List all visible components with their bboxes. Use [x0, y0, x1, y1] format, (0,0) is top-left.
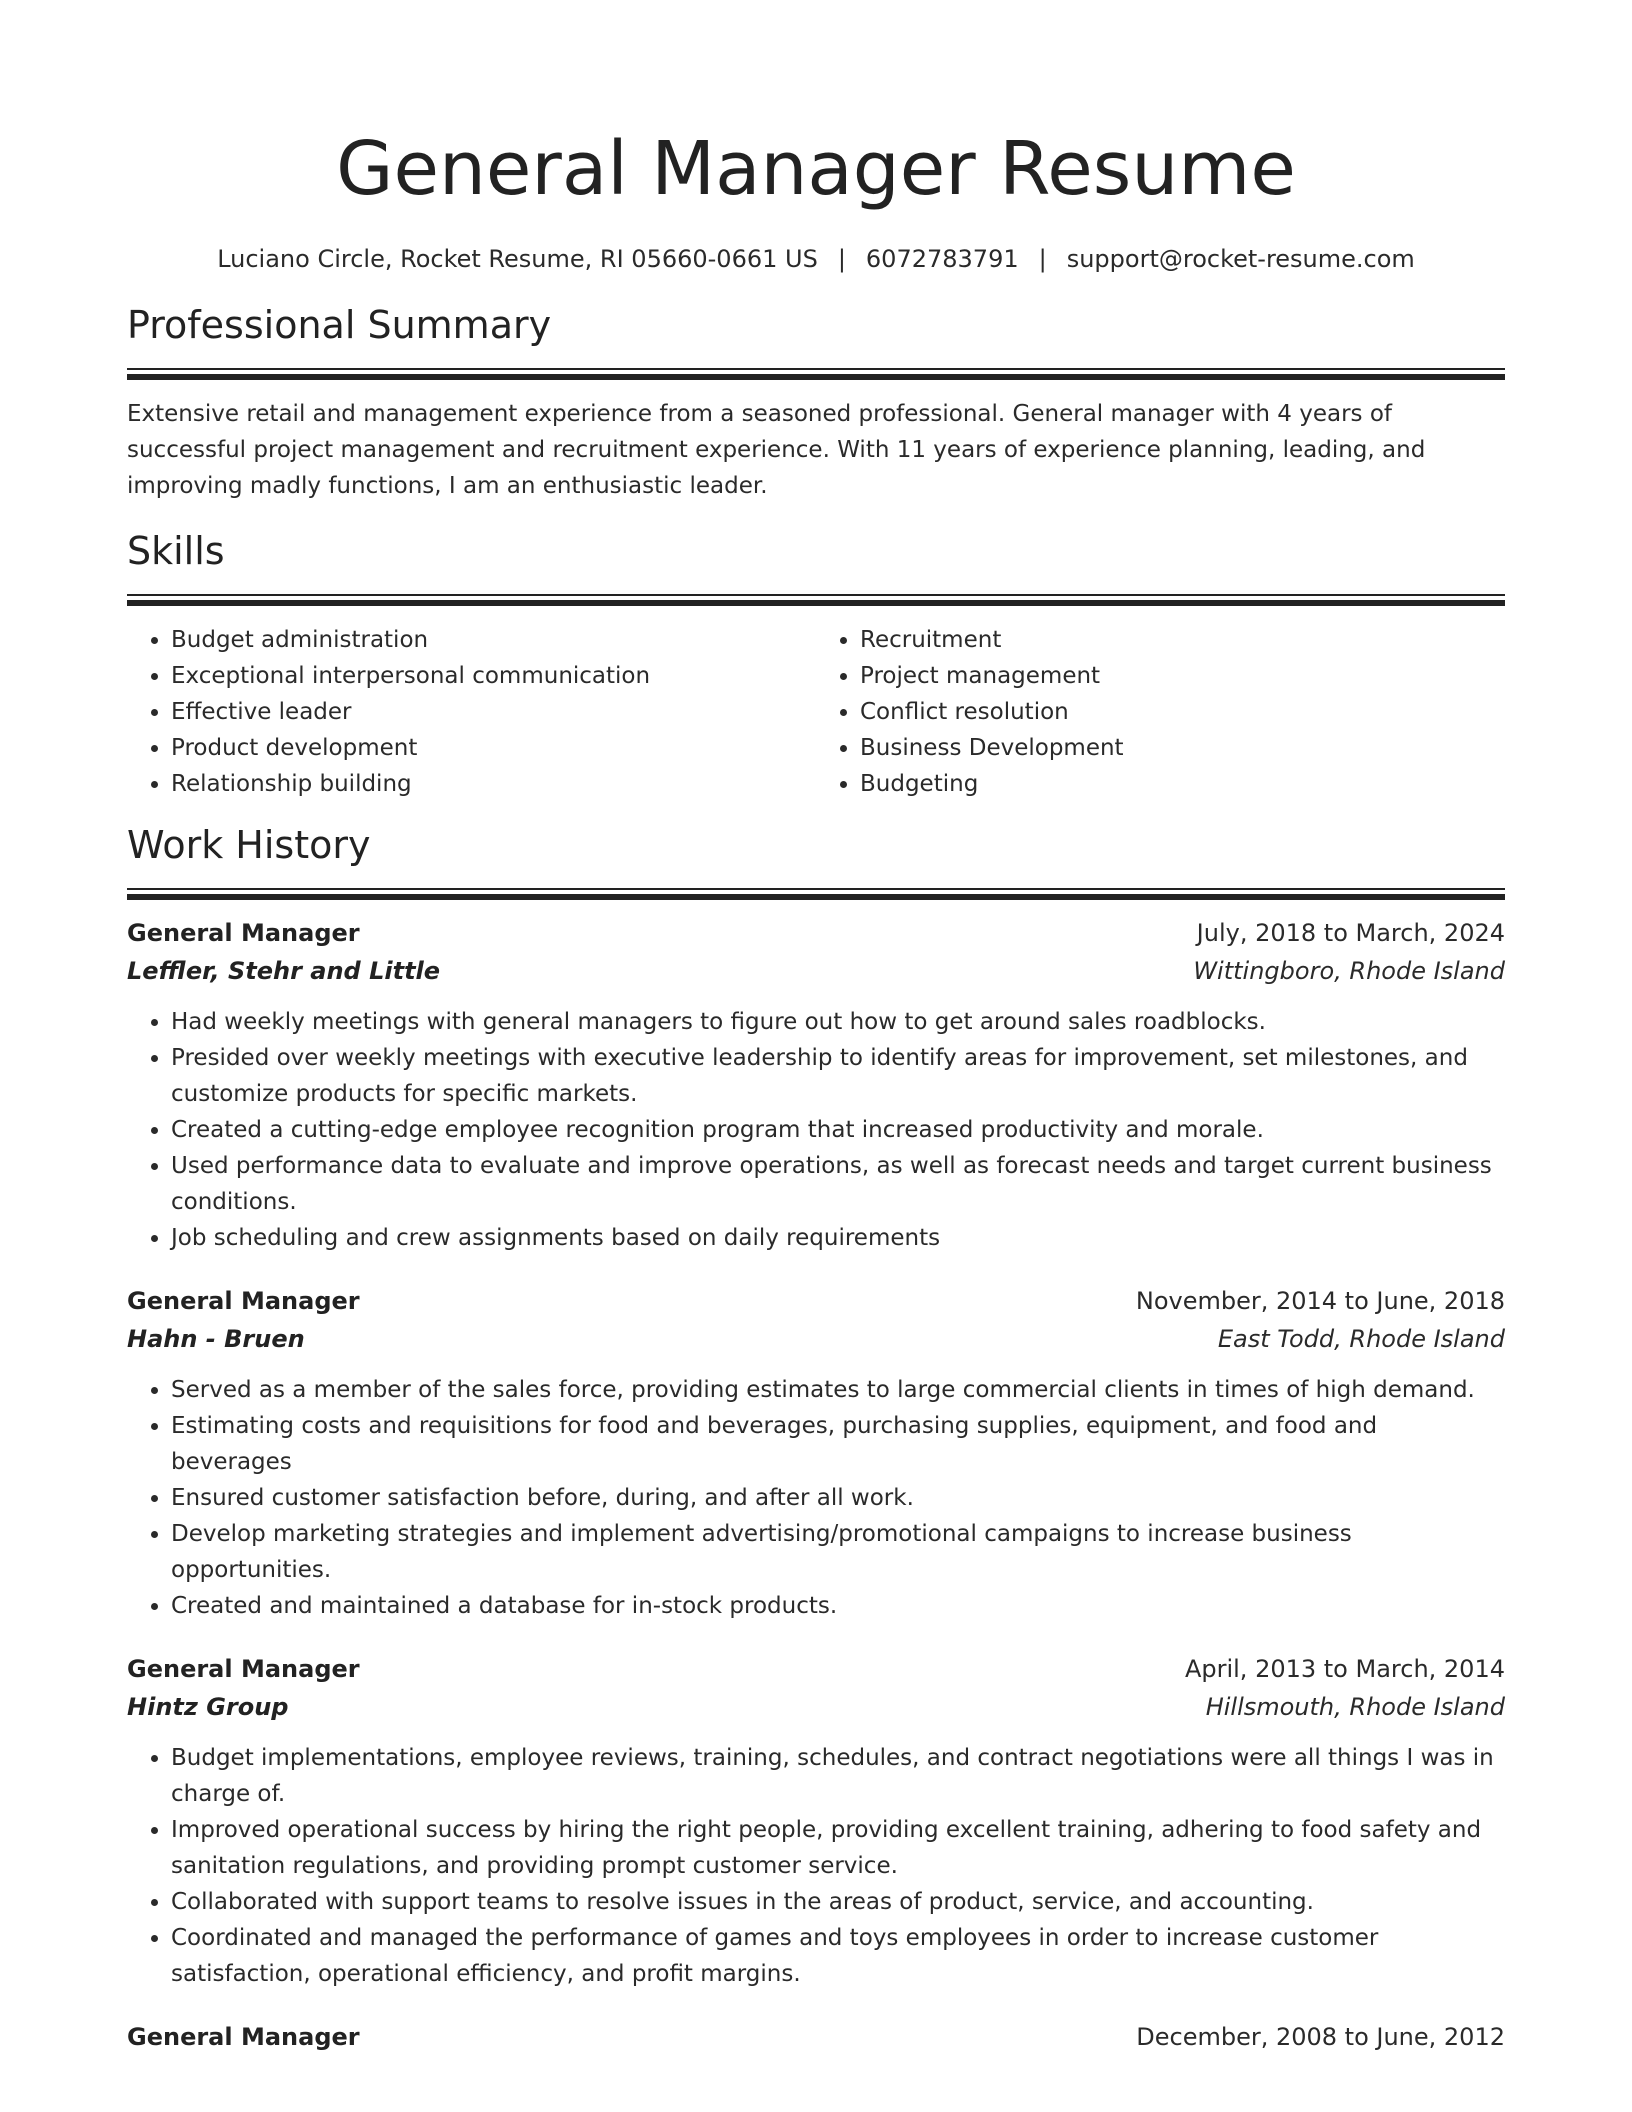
section-divider — [127, 888, 1505, 900]
skill-item: • Budget administration — [171, 622, 816, 658]
contact-phone: 6072783791 — [865, 245, 1019, 273]
job-entry — [127, 1282, 1505, 1624]
skill-item: • Relationship building — [171, 766, 816, 802]
skill-item: • Project management — [860, 658, 1505, 694]
job-employer: Leffler, Stehr and Little — [127, 957, 441, 985]
summary-text: Extensive retail and management experience from a seasoned professional. General manager with 4 years of successful project management and recruitment experience. With 11 years of experience planning, leading, and improving madly functions, I am an enthusiastic leader. — [127, 401, 1426, 499]
skill-item: • Product development — [171, 730, 816, 766]
contact-address: Luciano Circle, Rocket Resume, RI 05660-0661 US — [217, 245, 818, 273]
job-dates: November, 2014 to June, 2018 — [1135, 1287, 1505, 1315]
work-history-heading: Work History — [127, 823, 371, 867]
job-bullets — [127, 1004, 1505, 1256]
skills-section — [127, 528, 1505, 802]
skills-list-left — [127, 622, 816, 802]
job-location: East Todd, Rhode Island — [1217, 1325, 1505, 1353]
job-employer: Hintz Group — [127, 1693, 289, 1721]
job-entry — [127, 914, 1505, 1256]
job-bullet: • Collaborated with support teams to resolve issues in the areas of product, service, and accounting. — [171, 1884, 1505, 1920]
job-header-row — [127, 914, 1505, 952]
contact-separator: | — [837, 245, 846, 273]
job-employer-row — [127, 1320, 1505, 1358]
skills-list-right — [816, 622, 1505, 802]
summary-section — [127, 302, 1505, 504]
work-history-section — [127, 822, 1505, 2056]
skill-item: • Exceptional interpersonal communication — [171, 658, 816, 694]
job-bullets — [127, 1372, 1505, 1624]
job-employer-row — [127, 952, 1505, 990]
job-bullet: • Estimating costs and requisitions for food and beverages, purchasing supplies, equipment, and food and beverages — [171, 1408, 1505, 1480]
skills-columns — [127, 622, 1505, 802]
job-bullet: • Develop marketing strategies and implement advertising/promotional campaigns to increase business opportunities. — [171, 1516, 1505, 1588]
job-location: Wittingboro, Rhode Island — [1193, 957, 1505, 985]
job-title: General Manager — [127, 1655, 360, 1683]
skill-item: • Effective leader — [171, 694, 816, 730]
job-title: General Manager — [127, 2023, 360, 2051]
job-entry — [127, 2018, 1505, 2056]
job-bullet: • Used performance data to evaluate and improve operations, as well as forecast needs and target current business conditions. — [171, 1148, 1505, 1220]
job-bullet: • Ensured customer satisfaction before, during, and after all work. — [171, 1480, 1505, 1516]
job-bullets — [127, 1740, 1505, 1992]
job-title: General Manager — [127, 919, 360, 947]
job-bullet: • Had weekly meetings with general managers to figure out how to get around sales roadblocks. — [171, 1004, 1505, 1040]
job-entry — [127, 1650, 1505, 1992]
job-employer-row — [127, 1688, 1505, 1726]
skill-item: • Conflict resolution — [860, 694, 1505, 730]
skill-item: • Recruitment — [860, 622, 1505, 658]
skill-item: • Budgeting — [860, 766, 1505, 802]
job-header-row — [127, 1650, 1505, 1688]
contact-line — [127, 242, 1505, 276]
job-employer: Hahn - Bruen — [127, 1325, 305, 1353]
job-bullet: • Budget implementations, employee reviews, training, schedules, and contract negotiations were all things I was in charge of. — [171, 1740, 1505, 1812]
job-bullet: • Coordinated and managed the performance of games and toys employees in order to increase customer satisfaction, operational efficiency, and profit margins. — [171, 1920, 1505, 1992]
skills-heading: Skills — [127, 529, 225, 573]
job-bullet: • Created and maintained a database for in-stock products. — [171, 1588, 1505, 1624]
job-bullet: • Served as a member of the sales force, providing estimates to large commercial clients in times of high demand. — [171, 1372, 1505, 1408]
job-dates: July, 2018 to March, 2024 — [1196, 919, 1505, 947]
job-header-row — [127, 2018, 1505, 2056]
contact-separator: | — [1038, 245, 1047, 273]
job-bullet: • Improved operational success by hiring the right people, providing excellent training, adhering to food safety and sanitation regulations, and providing prompt customer service. — [171, 1812, 1505, 1884]
job-location: Hillsmouth, Rhode Island — [1205, 1693, 1505, 1721]
job-bullet: • Created a cutting-edge employee recognition program that increased productivity and morale. — [171, 1112, 1505, 1148]
job-header-row — [127, 1282, 1505, 1320]
section-divider — [127, 594, 1505, 606]
job-dates: December, 2008 to June, 2012 — [1136, 2023, 1505, 2051]
job-title: General Manager — [127, 1287, 360, 1315]
job-bullet: • Presided over weekly meetings with executive leadership to identify areas for improvement, set milestones, and customize products for specific markets. — [171, 1040, 1505, 1112]
section-divider — [127, 368, 1505, 380]
job-dates: April, 2013 to March, 2014 — [1184, 1655, 1505, 1683]
job-bullet: • Job scheduling and crew assignments based on daily requirements — [171, 1220, 1505, 1256]
resume-title: General Manager Resume — [336, 126, 1296, 212]
skill-item: • Business Development — [860, 730, 1505, 766]
summary-heading: Professional Summary — [127, 303, 552, 347]
contact-email[interactable]: support@rocket-resume.com — [1066, 245, 1415, 273]
